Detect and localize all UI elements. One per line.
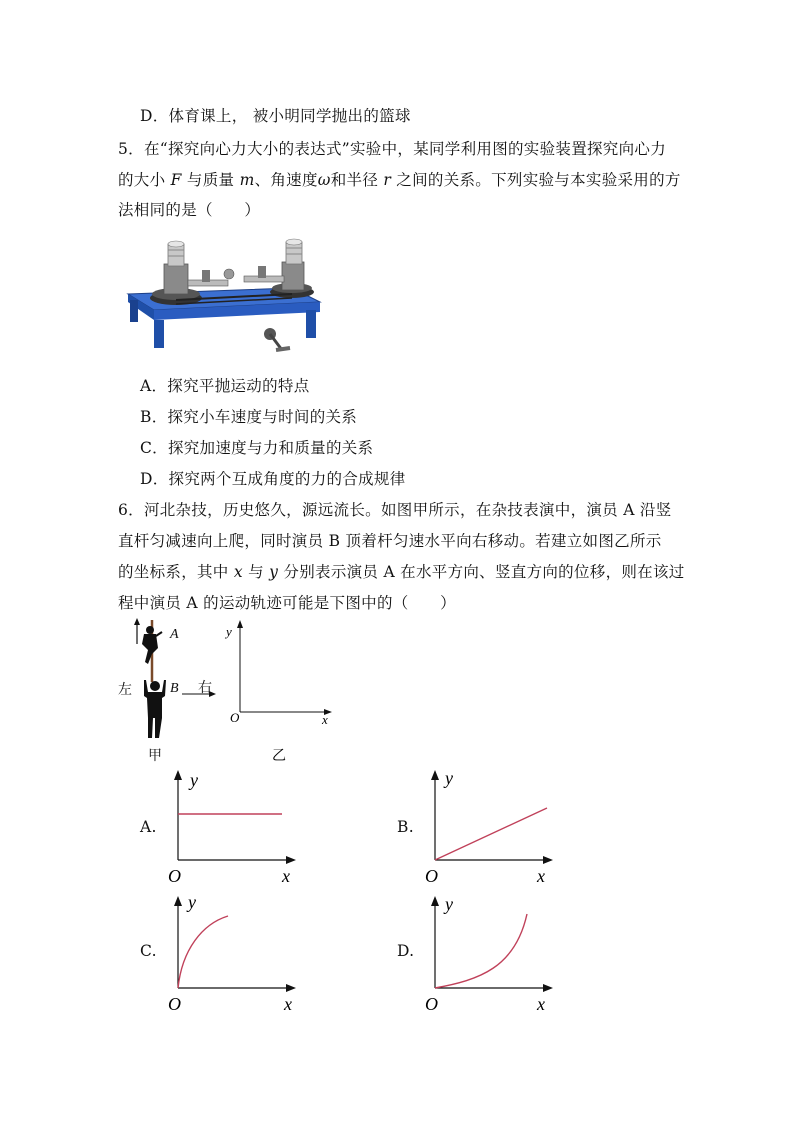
q5-option-a: A．探究平抛运动的特点	[140, 377, 310, 395]
choice-a-x: x	[282, 866, 290, 886]
choice-a-graph	[162, 766, 310, 886]
choice-a-letter: A.	[140, 818, 157, 836]
yi-x-label: x	[322, 712, 328, 727]
label-left: 左	[118, 682, 132, 698]
figure-jia-acrobats	[112, 614, 216, 762]
q4-option-d: D．体育课上， 被小明同学抛出的篮球	[140, 107, 411, 125]
choice-b-graph	[419, 766, 567, 886]
choice-c-y: y	[188, 892, 196, 912]
choice-b-letter: B.	[397, 818, 414, 836]
choice-d-x: x	[537, 994, 545, 1014]
choice-d-letter: D.	[397, 942, 415, 960]
figure-yi-axes	[222, 618, 342, 764]
q6-stem-line-3: 的坐标系，其中 x 与 y 分别表示演员 A 在水平方向、竖直方向的位移，则在该过	[118, 563, 685, 581]
label-a: A	[170, 627, 179, 642]
caption-yi: 乙	[272, 748, 286, 764]
choice-d-y: y	[445, 894, 453, 914]
label-right: 右	[198, 680, 212, 696]
caption-jia: 甲	[148, 748, 162, 762]
label-b: B	[170, 681, 179, 696]
choice-d-origin: O	[425, 994, 438, 1014]
choice-b-x: x	[537, 866, 545, 886]
choice-c-letter: C.	[140, 942, 157, 960]
choice-a-y: y	[190, 770, 198, 790]
q6-stem-line-1: 6．河北杂技，历史悠久，源远流长。如图甲所示，在杂技表演中，演员 A 沿竖	[118, 501, 672, 519]
centripetal-force-apparatus-figure	[124, 236, 324, 358]
choice-c-x: x	[284, 994, 292, 1014]
q6-stem-line-4: 程中演员 A 的运动轨迹可能是下图中的（ ）	[118, 594, 456, 612]
choice-c-origin: O	[168, 994, 181, 1014]
q6-stem-line-2: 直杆匀减速向上爬，同时演员 B 顶着杆匀速水平向右移动。若建立如图乙所示	[118, 532, 662, 550]
choice-c-graph	[162, 890, 310, 1014]
choice-d-graph	[419, 890, 567, 1014]
curve-c	[178, 916, 228, 988]
curve-d	[435, 914, 527, 988]
curve-b	[435, 808, 547, 860]
q5-stem-line-2: 的大小 F 与质量 m、角速度ω和半径 r 之间的关系。下列实验与本实验采用的方	[118, 171, 681, 189]
q5-option-d: D．探究两个互成角度的力的合成规律	[140, 470, 406, 488]
yi-y-label: y	[226, 624, 232, 639]
choice-b-origin: O	[425, 866, 438, 886]
q5-stem-line-3: 法相同的是（ ）	[118, 201, 261, 219]
q5-stem-line-1: 5．在“探究向心力大小的表达式”实验中，某同学利用图的实验装置探究向心力	[118, 140, 667, 158]
q5-option-c: C．探究加速度与力和质量的关系	[140, 439, 374, 457]
choice-a-origin: O	[168, 866, 181, 886]
choice-b-y: y	[445, 768, 453, 788]
q5-option-b: B．探究小车速度与时间的关系	[140, 408, 358, 426]
yi-origin-label: O	[230, 710, 240, 725]
